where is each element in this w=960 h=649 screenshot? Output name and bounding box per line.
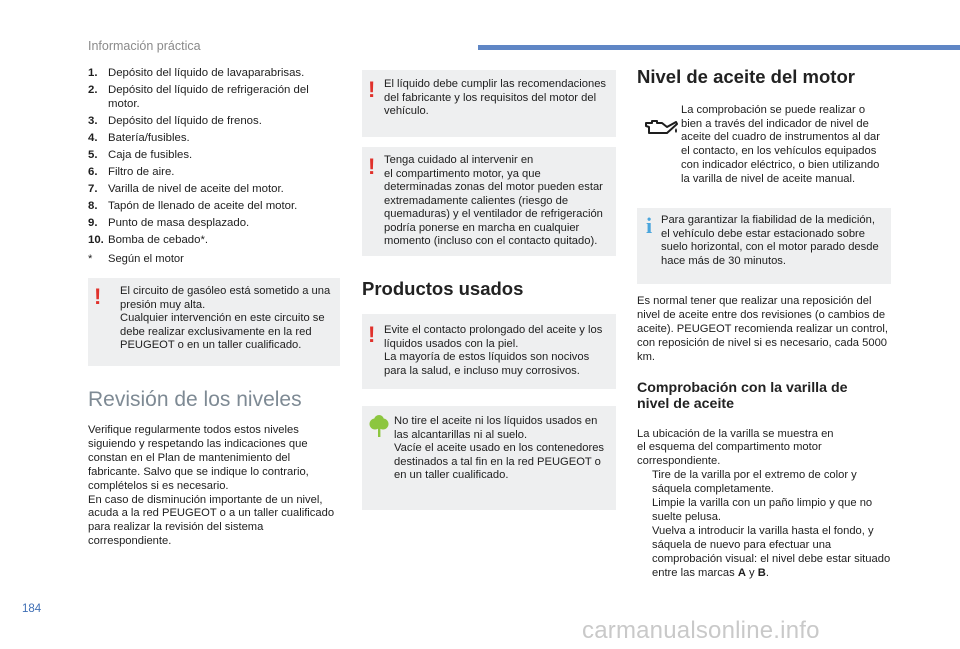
list-item: Limpie la varilla con un paño limpio y que no suelte pelusa. [637, 497, 891, 525]
dipstick-intro: La ubicación de la varilla se muestra en el esquema del compartimento motor correspondiente. [637, 427, 834, 468]
list-item: Tire de la varilla por el extremo de color y sáquela completamente. [637, 469, 891, 497]
bullet-icon [637, 525, 652, 581]
components-list [88, 66, 340, 247]
eco-leaf-icon [367, 415, 391, 439]
list-item: 1. Depósito del líquido de lavaparabrisas. [88, 67, 305, 79]
list-item: 9. Punto de masa desplazado. [88, 217, 250, 229]
dipstick-title: Comprobación con la varilla de nivel de aceite [637, 379, 848, 412]
middle-column [362, 70, 616, 510]
header-accent-bar [478, 45, 960, 50]
section-label: Información práctica [88, 39, 201, 53]
diesel-warning-box: ! El circuito de gasóleo está sometido a una presión muy alta. Cualquier intervención en este circuito se debe realizar exclusivamente en la red PEUGEOT o en un taller cualificado. [88, 278, 340, 366]
oil-refill-text: Es normal tener que realizar una reposición del nivel de aceite entre dos revisiones (o cambios de aceite). PEUGEOT recomienda realizar un control, con reposición de nivel si es necesario, cada 5000 km. [637, 295, 888, 363]
products-title: Productos usados [362, 278, 524, 299]
bullet-icon [637, 469, 652, 497]
engine-warning-box: ! Tenga cuidado al intervenir en el compartimento motor, ya que determinadas zonas del motor pueden estar extremadamente calientes (riesgo de quemaduras) y el ventilador de refrigeración podría ponerse en marcha en cualquier momento (incluso con el contacto quitado). [362, 147, 616, 256]
levels-title: Revisión de los niveles [88, 388, 302, 411]
list-item: 6. Filtro de aire. [88, 166, 175, 178]
warning-icon: ! [368, 77, 376, 102]
oil-can-icon [643, 116, 679, 138]
fluid-warning-box: ! El líquido debe cumplir las recomendaciones del fabricante y los requisitos del motor del vehículo. [362, 70, 616, 137]
oil-level-title: Nivel de aceite del motor [637, 66, 855, 87]
list-item: 8. Tapón de llenado de aceite del motor. [88, 200, 298, 212]
list-item: 3. Depósito del líquido de frenos. [88, 115, 262, 127]
bullet-icon [637, 497, 652, 525]
left-column [88, 66, 340, 549]
info-note-box: i Para garantizar la fiabilidad de la medición, el vehículo debe estar estacionado sobre suelo horizontal, con el motor parado desde hace más de 30 minutos. [637, 208, 891, 284]
page-number: 184 [22, 603, 42, 615]
info-icon: i [646, 213, 653, 238]
levels-text: Verifique regularmente todos estos niveles siguiendo y respetando las indicaciones que constan en el Plan de mantenimiento del fabricante. Salvo que se indique lo contrario, complételos si es necesario. En caso de disminución importante de un nivel, acuda a la red PEUGEOT o a un taller cualificado para realizar la revisión del sistema correspondiente. [88, 424, 335, 548]
warning-icon: ! [368, 154, 376, 179]
warning-icon: ! [94, 284, 102, 309]
list-item: 2. Depósito del líquido de refrigeración del motor. [88, 84, 309, 110]
right-column [637, 66, 891, 581]
list-item: 5. Caja de fusibles. [88, 149, 193, 161]
oil-check-text: La comprobación se puede realizar o bien a través del indicador de nivel de aceite del cuadro de instrumentos al dar el contacto, en los vehículos equipados con indicador eléctrico, o bien utilizando la varilla de nivel de aceite manual. [681, 104, 881, 185]
mark-b: B [757, 566, 766, 579]
eco-note-box: No tire el aceite ni los líquidos usados en las alcantarillas ni al suelo. Vacíe el aceite usado en los contenedores destinados a tal fin en la red PEUGEOT o en un taller cualificado. [362, 406, 616, 510]
contact-warning-box: ! Evite el contacto prolongado del aceite y los líquidos usados con la piel. La mayoría de estos líquidos son nocivos para la salud, e incluso muy corrosivos. [362, 314, 616, 389]
watermark: carmanualsonline.info [582, 617, 820, 644]
list-item: 4. Batería/fusibles. [88, 132, 190, 144]
list-item: 10. Bomba de cebado*. [88, 234, 209, 246]
mark-a: A [737, 566, 746, 579]
dipstick-steps [637, 469, 891, 580]
oil-check-block [637, 104, 891, 192]
list-item: 7. Varilla de nivel de aceite del motor. [88, 183, 284, 195]
warning-icon: ! [368, 322, 376, 347]
footnote: * Según el motor [88, 253, 184, 265]
list-item: Vuelva a introducir la varilla hasta el fondo, y sáquela de nuevo para efectuar una comprobación visual: el nivel debe estar situado entre las marcas A y B. [637, 525, 891, 581]
